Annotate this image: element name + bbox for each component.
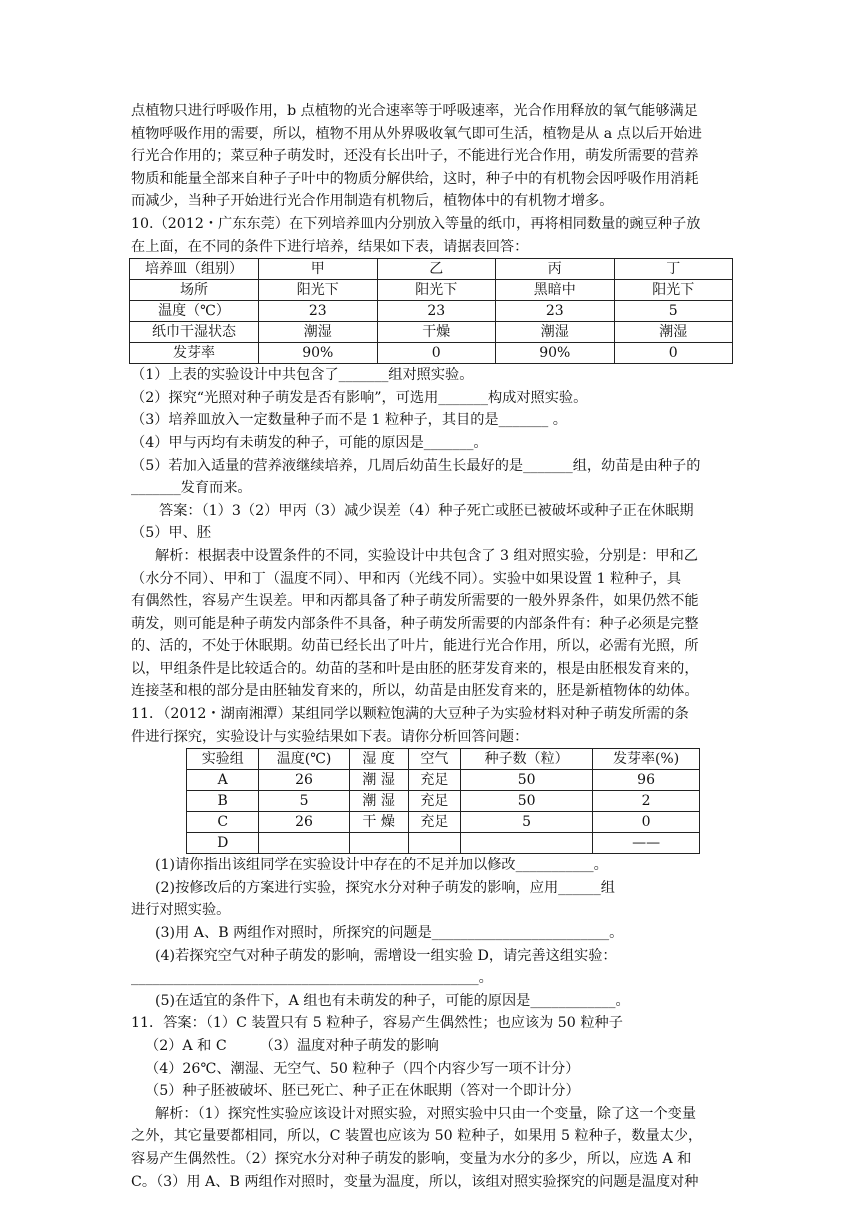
- table-cell: 潮湿: [614, 322, 733, 343]
- table-row: [130, 259, 733, 280]
- table-cell: 26: [259, 812, 349, 833]
- question-11-blank-line: _________________________________________________。: [131, 970, 493, 987]
- question-10-analysis: 有偶然性，容易产生误差。甲和丙都具备了种子萌发所需要的一般外界条件，如果仍然不能: [131, 593, 699, 610]
- table-cell: 甲: [259, 259, 378, 280]
- table-cell: 干燥: [377, 322, 496, 343]
- text-line: 点植物只进行呼吸作用，b 点植物的光合速率等于呼吸速率，光合作用释放的氧气能够满足: [131, 103, 698, 119]
- table-row: [187, 749, 700, 770]
- table-cell: 培养皿（组别）: [130, 259, 259, 280]
- table-cell: 干 燥: [349, 812, 408, 833]
- table-cell: 丙: [496, 259, 615, 280]
- table-cell: 96: [593, 770, 700, 791]
- table-cell: 乙: [377, 259, 496, 280]
- question-10-stem: 10.（2012・广东东莞）在下列培养皿内分别放入等量的纸巾，再将相同数量的豌豆种子放: [131, 215, 701, 232]
- table-cell: 丁: [614, 259, 733, 280]
- question-11-analysis: 解析：（1）探究性实验应该设计对照实验，对照实验中只由一个变量，除了这一个变量: [155, 1105, 697, 1122]
- question-10-analysis: 的、活的，不处于休眠期。幼苗已经长出了叶片，能进行光合作用，所以，必需有光照，所: [131, 638, 699, 655]
- question-10-sub: （1）上表的实验设计中共包含了_______组对照实验。: [131, 367, 474, 384]
- table-cell: 发芽率(%): [593, 749, 700, 770]
- table-cell: 5: [259, 791, 349, 812]
- question-10-table: [129, 258, 733, 364]
- question-11-sub: (4)若探究空气对种子萌发的影响，需增设一组实验 D，请完善这组实验：: [155, 947, 617, 964]
- question-11: [131, 703, 731, 1193]
- table-cell: 90%: [496, 343, 615, 364]
- table-cell: 50: [461, 791, 593, 812]
- question-10-analysis: 萌发，则可能是种子萌发内部条件不具备，种子萌发所需要的内部条件有：种子必须是完整: [131, 615, 699, 632]
- table-cell: B: [187, 791, 259, 812]
- table-cell: 充足: [408, 812, 461, 833]
- question-11-answer: （2）A 和 C （3）温度对种子萌发的影响: [145, 1038, 439, 1054]
- table-cell: 2: [593, 791, 700, 812]
- table-cell: 实验组: [187, 749, 259, 770]
- table-cell: [349, 833, 408, 854]
- table-cell: 23: [259, 301, 378, 322]
- table-cell: 5: [461, 812, 593, 833]
- table-cell: ——: [593, 833, 700, 854]
- table-cell: 温度(℃): [259, 749, 349, 770]
- text-line: 而减少，当种子开始进行光合作用制造有机物后，植物体中的有机物才增多。: [131, 193, 614, 210]
- question-10-sub: （5）若加入适量的营养液继续培养，几周后幼苗生长最好的是_______组，幼苗是由种子的: [131, 457, 701, 474]
- table-cell: 90%: [259, 343, 378, 364]
- table-cell: 23: [377, 301, 496, 322]
- table-cell: 充足: [408, 791, 461, 812]
- question-10-sub: （2）探究“光照对种子萌发是否有影响”，可选用_______构成对照实验。: [131, 389, 588, 406]
- question-11-sub: (5)在适宜的条件下，A 组也有未萌发的种子，可能的原因是____________。: [155, 992, 630, 1009]
- question-11-sub: (3)用 A、B 两组作对照时，所探究的问题是_________________________。: [155, 925, 624, 942]
- page-content: [131, 100, 731, 1193]
- table-row: [130, 322, 733, 343]
- question-10-answer: （5）甲、胚: [131, 525, 211, 542]
- table-cell: 阳光下: [259, 280, 378, 301]
- question-11-answer: 11．答案：（1）C 装置只有 5 粒种子，容易产生偶然性；也应该为 50 粒种子: [131, 1015, 623, 1032]
- question-10-sub: （4）甲与丙均有未萌发的种子，可能的原因是_______。: [131, 434, 488, 451]
- table-cell: 潮 湿: [349, 770, 408, 791]
- question-11-analysis: C。（3）用 A、B 两组作对照时，变量为温度，所以，该组对照实验探究的问题是温度对种: [131, 1173, 699, 1190]
- question-10-analysis: 以，甲组条件是比较适合的。幼苗的茎和叶是由胚的胚芽发育来的，根是由胚根发育来的，: [131, 660, 699, 677]
- table-cell: 温度（℃）: [130, 301, 259, 322]
- question-10: [131, 213, 731, 703]
- table-cell: 潮 湿: [349, 791, 408, 812]
- table-cell: 潮湿: [259, 322, 378, 343]
- question-10-analysis: 解析：根据表中设置条件的不同，实验设计中共包含了 3 组对照实验，分别是：甲和乙: [155, 547, 698, 564]
- question-11-sub: (2)按修改后的方案进行实验，探究水分对种子萌发的影响，应用______组: [155, 879, 615, 896]
- question-11-table: [186, 748, 700, 854]
- text-line: 物质和能量全部来自种子子叶中的物质分解供给，这时，种子中的有机物会因呼吸作用消耗: [131, 170, 699, 187]
- question-10-sub: （3）培养皿放入一定数量种子而不是 1 粒种子，其目的是_______ 。: [131, 412, 567, 429]
- question-11-analysis: 容易产生偶然性。（2）探究水分对种子萌发的影响，变量为水分的多少，所以，应选 A 和: [131, 1150, 692, 1167]
- table-cell: 50: [461, 770, 593, 791]
- question-11-answer: （5）种子胚被破坏、胚已死亡、种子正在休眠期（答对一个即计分）: [145, 1083, 580, 1100]
- table-cell: 阳光下: [614, 280, 733, 301]
- text-line: 行光合作用的；菜豆种子萌发时，还没有长出叶子，不能进行光合作用，萌发所需要的营养: [131, 148, 699, 165]
- table-row: [130, 280, 733, 301]
- question-11-stem: 件进行探究，实验设计与实验结果如下表。请你分析回答问题：: [131, 728, 529, 745]
- question-11-sub: (1)请你指出该组同学在实验设计中存在的不足并加以修改___________。: [155, 857, 608, 874]
- table-cell: [461, 833, 593, 854]
- table-cell: 充足: [408, 770, 461, 791]
- table-cell: 发芽率: [130, 343, 259, 364]
- question-10-analysis: （水分不同）、甲和丁（温度不同）、甲和丙（光线不同）。实验中如果设置 1 粒种子，具: [131, 570, 682, 587]
- text-line: 植物呼吸作用的需要，所以，植物不用从外界吸收氧气即可生活，植物是从 a 点以后开始进: [131, 125, 702, 142]
- question-10-answer: 答案：（1）3（2）甲丙（3）减少误差（4）种子死亡或胚已被破坏或种子正在休眠期: [159, 502, 694, 519]
- intro-paragraph: [131, 100, 731, 213]
- table-cell: 0: [377, 343, 496, 364]
- question-11-answer: （4）26℃、潮湿、无空气、50 粒种子（四个内容少写一项不计分）: [145, 1060, 580, 1077]
- table-cell: [408, 833, 461, 854]
- table-row: [187, 833, 700, 854]
- table-cell: 种子数（粒）: [461, 749, 593, 770]
- table-cell: C: [187, 812, 259, 833]
- table-cell: 0: [614, 343, 733, 364]
- table-row: [130, 343, 733, 364]
- table-cell: 湿 度: [349, 749, 408, 770]
- table-cell: 潮湿: [496, 322, 615, 343]
- table-row: [187, 791, 700, 812]
- table-row: [130, 301, 733, 322]
- table-cell: 黑暗中: [496, 280, 615, 301]
- table-cell: 5: [614, 301, 733, 322]
- table-row: [187, 770, 700, 791]
- table-cell: 阳光下: [377, 280, 496, 301]
- question-10-sub: _______发育而来。: [131, 480, 252, 497]
- table-cell: A: [187, 770, 259, 791]
- table-cell: 0: [593, 812, 700, 833]
- table-cell: 23: [496, 301, 615, 322]
- question-11-analysis: 之外，其它量要都相同，所以，C 装置也应该为 50 粒种子，如果用 5 粒种子，数量太少，: [131, 1128, 703, 1145]
- table-cell: [259, 833, 349, 854]
- table-cell: D: [187, 833, 259, 854]
- table-row: [187, 812, 700, 833]
- table-cell: 空气: [408, 749, 461, 770]
- question-11-stem: 11．（2012・湖南湘潭）某组同学以颗粒饱满的大豆种子为实验材料对种子萌发所需的条: [131, 706, 689, 723]
- table-cell: 纸巾干湿状态: [130, 322, 259, 343]
- question-11-sub: 进行对照实验。: [131, 902, 231, 919]
- table-cell: 场所: [130, 280, 259, 301]
- question-10-stem: 在上面，在不同的条件下进行培养，结果如下表，请据表回答：: [131, 238, 529, 255]
- table-cell: 26: [259, 770, 349, 791]
- question-10-analysis: 连接茎和根的部分是由胚轴发育来的，所以，幼苗是由胚发育来的，胚是新植物体的幼体。: [131, 683, 699, 700]
